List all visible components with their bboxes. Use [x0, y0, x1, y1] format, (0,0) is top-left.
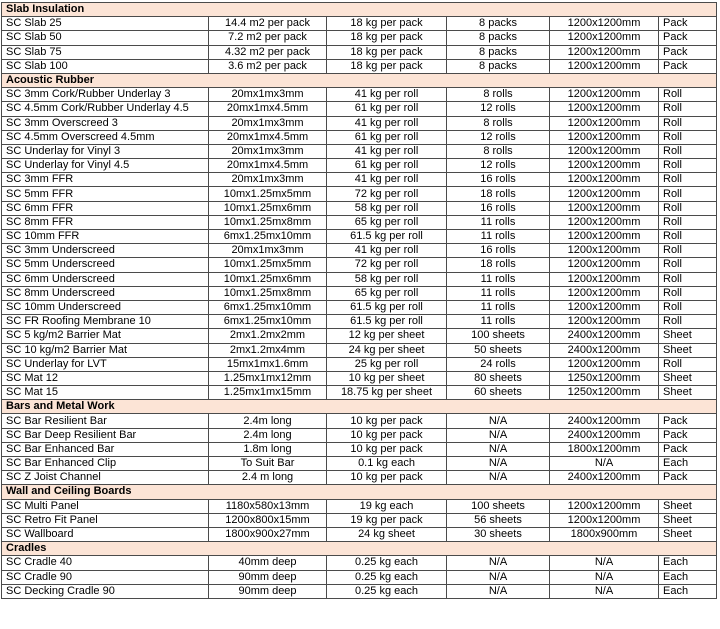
cell-weight: 12 kg per sheet [327, 329, 447, 343]
cell-size: 10mx1.25mx8mm [209, 215, 327, 229]
cell-quantity: 18 rolls [447, 187, 550, 201]
cell-unit: Roll [659, 244, 717, 258]
cell-dimensions: 1200x1200mm [550, 187, 659, 201]
cell-weight: 10 kg per sheet [327, 371, 447, 385]
cell-dimensions: 1200x1200mm [550, 315, 659, 329]
cell-size: 90mm deep [209, 584, 327, 598]
cell-product: SC FR Roofing Membrane 10 [2, 315, 209, 329]
cell-quantity: 8 packs [447, 45, 550, 59]
table-row [2, 116, 717, 130]
cell-size: 20mx1mx3mm [209, 244, 327, 258]
cell-size: 6mx1.25mx10mm [209, 300, 327, 314]
cell-size: 1800x900x27mm [209, 527, 327, 541]
cell-unit: Roll [659, 187, 717, 201]
table-row [2, 31, 717, 45]
cell-unit: Roll [659, 116, 717, 130]
cell-dimensions: 2400x1200mm [550, 428, 659, 442]
section-title: Bars and Metal Work [2, 400, 717, 414]
cell-size: 2mx1.2mx2mm [209, 329, 327, 343]
cell-size: 90mm deep [209, 570, 327, 584]
table-row [2, 187, 717, 201]
cell-size: 10mx1.25mx6mm [209, 272, 327, 286]
cell-unit: Pack [659, 414, 717, 428]
table-row [2, 130, 717, 144]
cell-dimensions: 1200x1200mm [550, 286, 659, 300]
cell-product: SC Mat 12 [2, 371, 209, 385]
cell-size: To Suit Bar [209, 457, 327, 471]
cell-dimensions: 1200x1200mm [550, 59, 659, 73]
cell-weight: 72 kg per roll [327, 258, 447, 272]
cell-weight: 61 kg per roll [327, 130, 447, 144]
cell-unit: Sheet [659, 513, 717, 527]
cell-product: SC Retro Fit Panel [2, 513, 209, 527]
table-row [2, 371, 717, 385]
cell-product: SC Bar Deep Resilient Bar [2, 428, 209, 442]
cell-size: 20mx1mx4.5mm [209, 102, 327, 116]
cell-unit: Roll [659, 272, 717, 286]
table-row [2, 286, 717, 300]
cell-unit: Roll [659, 357, 717, 371]
cell-product: SC Z Joist Channel [2, 471, 209, 485]
cell-quantity: N/A [447, 556, 550, 570]
table-row [2, 414, 717, 428]
cell-dimensions: 1200x1200mm [550, 159, 659, 173]
section-title: Cradles [2, 542, 717, 556]
cell-quantity: 8 rolls [447, 88, 550, 102]
cell-weight: 18.75 kg per sheet [327, 386, 447, 400]
cell-weight: 61 kg per roll [327, 102, 447, 116]
cell-quantity: N/A [447, 414, 550, 428]
cell-weight: 18 kg per pack [327, 59, 447, 73]
table-row [2, 357, 717, 371]
cell-product: SC Slab 25 [2, 17, 209, 31]
cell-dimensions: 1200x1200mm [550, 173, 659, 187]
cell-unit: Sheet [659, 386, 717, 400]
cell-dimensions: 2400x1200mm [550, 329, 659, 343]
cell-weight: 18 kg per pack [327, 45, 447, 59]
table-row [2, 386, 717, 400]
cell-dimensions: 1200x1200mm [550, 215, 659, 229]
cell-size: 40mm deep [209, 556, 327, 570]
cell-product: SC Cradle 40 [2, 556, 209, 570]
cell-product: SC 5mm FFR [2, 187, 209, 201]
cell-unit: Roll [659, 258, 717, 272]
cell-dimensions: 1800x1200mm [550, 442, 659, 456]
table-row [2, 159, 717, 173]
cell-dimensions: 1200x1200mm [550, 116, 659, 130]
cell-unit: Roll [659, 315, 717, 329]
cell-quantity: 8 rolls [447, 144, 550, 158]
cell-unit: Roll [659, 230, 717, 244]
cell-weight: 41 kg per roll [327, 244, 447, 258]
cell-product: SC Slab 100 [2, 59, 209, 73]
cell-weight: 19 kg each [327, 499, 447, 513]
cell-quantity: 11 rolls [447, 230, 550, 244]
table-row [2, 102, 717, 116]
cell-product: SC Underlay for LVT [2, 357, 209, 371]
cell-dimensions: 1200x1200mm [550, 31, 659, 45]
cell-unit: Pack [659, 31, 717, 45]
cell-size: 10mx1.25mx6mm [209, 201, 327, 215]
cell-dimensions: 1250x1200mm [550, 371, 659, 385]
cell-weight: 19 kg per pack [327, 513, 447, 527]
cell-weight: 10 kg per pack [327, 442, 447, 456]
cell-quantity: N/A [447, 442, 550, 456]
cell-size: 20mx1mx3mm [209, 173, 327, 187]
cell-unit: Sheet [659, 343, 717, 357]
cell-quantity: 16 rolls [447, 173, 550, 187]
cell-unit: Sheet [659, 499, 717, 513]
section-header-row [2, 485, 717, 499]
cell-product: SC 10mm Underscreed [2, 300, 209, 314]
table-row [2, 258, 717, 272]
cell-product: SC Slab 50 [2, 31, 209, 45]
cell-dimensions: 1200x1200mm [550, 499, 659, 513]
table-row [2, 570, 717, 584]
cell-unit: Roll [659, 300, 717, 314]
cell-unit: Pack [659, 45, 717, 59]
table-row [2, 215, 717, 229]
cell-quantity: 12 rolls [447, 102, 550, 116]
table-row [2, 45, 717, 59]
cell-dimensions: 1200x1200mm [550, 130, 659, 144]
cell-size: 20mx1mx3mm [209, 144, 327, 158]
cell-dimensions: 2400x1200mm [550, 414, 659, 428]
table-row [2, 428, 717, 442]
cell-unit: Sheet [659, 371, 717, 385]
cell-quantity: 100 sheets [447, 499, 550, 513]
cell-size: 6mx1.25mx10mm [209, 230, 327, 244]
cell-weight: 41 kg per roll [327, 116, 447, 130]
cell-size: 15mx1mx1.6mm [209, 357, 327, 371]
cell-weight: 10 kg per pack [327, 471, 447, 485]
table-row [2, 17, 717, 31]
cell-weight: 72 kg per roll [327, 187, 447, 201]
cell-quantity: 16 rolls [447, 244, 550, 258]
cell-size: 1.25mx1mx15mm [209, 386, 327, 400]
cell-unit: Roll [659, 215, 717, 229]
cell-unit: Roll [659, 286, 717, 300]
cell-dimensions: 1200x1200mm [550, 513, 659, 527]
cell-product: SC Bar Enhanced Clip [2, 457, 209, 471]
table-row [2, 300, 717, 314]
cell-quantity: N/A [447, 584, 550, 598]
cell-product: SC 4.5mm Cork/Rubber Underlay 4.5 [2, 102, 209, 116]
cell-weight: 0.25 kg each [327, 584, 447, 598]
cell-quantity: 11 rolls [447, 300, 550, 314]
cell-unit: Pack [659, 471, 717, 485]
table-row [2, 527, 717, 541]
cell-product: SC 3mm Underscreed [2, 244, 209, 258]
cell-weight: 10 kg per pack [327, 428, 447, 442]
cell-product: SC 5 kg/m2 Barrier Mat [2, 329, 209, 343]
cell-dimensions: 1200x1200mm [550, 244, 659, 258]
cell-quantity: 8 packs [447, 31, 550, 45]
cell-dimensions: 2400x1200mm [550, 471, 659, 485]
cell-product: SC 10 kg/m2 Barrier Mat [2, 343, 209, 357]
cell-unit: Roll [659, 130, 717, 144]
cell-product: SC 8mm FFR [2, 215, 209, 229]
cell-quantity: N/A [447, 457, 550, 471]
cell-product: SC 8mm Underscreed [2, 286, 209, 300]
cell-quantity: 11 rolls [447, 272, 550, 286]
cell-product: SC 6mm FFR [2, 201, 209, 215]
cell-product: SC 5mm Underscreed [2, 258, 209, 272]
cell-unit: Pack [659, 442, 717, 456]
section-title: Wall and Ceiling Boards [2, 485, 717, 499]
cell-weight: 65 kg per roll [327, 286, 447, 300]
cell-weight: 61.5 kg per roll [327, 315, 447, 329]
cell-unit: Each [659, 457, 717, 471]
cell-weight: 41 kg per roll [327, 173, 447, 187]
cell-unit: Roll [659, 201, 717, 215]
cell-weight: 65 kg per roll [327, 215, 447, 229]
cell-product: SC Multi Panel [2, 499, 209, 513]
cell-weight: 25 kg per roll [327, 357, 447, 371]
cell-product: SC Underlay for Vinyl 4.5 [2, 159, 209, 173]
cell-dimensions: 1200x1200mm [550, 17, 659, 31]
cell-weight: 10 kg per pack [327, 414, 447, 428]
cell-size: 10mx1.25mx8mm [209, 286, 327, 300]
section-header-row [2, 73, 717, 87]
table-row [2, 499, 717, 513]
cell-product: SC 6mm Underscreed [2, 272, 209, 286]
cell-dimensions: N/A [550, 584, 659, 598]
cell-dimensions: 1200x1200mm [550, 230, 659, 244]
section-title: Slab Insulation [2, 3, 717, 17]
cell-quantity: 30 sheets [447, 527, 550, 541]
cell-dimensions: N/A [550, 570, 659, 584]
cell-quantity: 100 sheets [447, 329, 550, 343]
table-body [2, 3, 717, 599]
cell-size: 2.4m long [209, 414, 327, 428]
section-header-row [2, 3, 717, 17]
table-row [2, 88, 717, 102]
cell-weight: 58 kg per roll [327, 272, 447, 286]
table-row [2, 59, 717, 73]
cell-dimensions: 1200x1200mm [550, 102, 659, 116]
table-row [2, 272, 717, 286]
cell-unit: Each [659, 584, 717, 598]
cell-quantity: 18 rolls [447, 258, 550, 272]
cell-quantity: 8 packs [447, 59, 550, 73]
table-row [2, 315, 717, 329]
cell-weight: 41 kg per roll [327, 88, 447, 102]
cell-unit: Pack [659, 59, 717, 73]
cell-dimensions: N/A [550, 457, 659, 471]
cell-product: SC Bar Resilient Bar [2, 414, 209, 428]
section-header-row [2, 400, 717, 414]
table-row [2, 556, 717, 570]
cell-product: SC Decking Cradle 90 [2, 584, 209, 598]
cell-size: 2.4 m long [209, 471, 327, 485]
cell-dimensions: 1200x1200mm [550, 258, 659, 272]
cell-size: 20mx1mx3mm [209, 88, 327, 102]
section-header-row [2, 542, 717, 556]
cell-unit: Each [659, 556, 717, 570]
cell-unit: Roll [659, 88, 717, 102]
cell-dimensions: 1200x1200mm [550, 272, 659, 286]
cell-unit: Roll [659, 159, 717, 173]
cell-unit: Sheet [659, 527, 717, 541]
cell-weight: 58 kg per roll [327, 201, 447, 215]
cell-size: 3.6 m2 per pack [209, 59, 327, 73]
section-title: Acoustic Rubber [2, 73, 717, 87]
cell-weight: 0.25 kg each [327, 570, 447, 584]
cell-unit: Roll [659, 173, 717, 187]
cell-size: 10mx1.25mx5mm [209, 258, 327, 272]
cell-product: SC Bar Enhanced Bar [2, 442, 209, 456]
cell-quantity: 11 rolls [447, 286, 550, 300]
cell-size: 6mx1.25mx10mm [209, 315, 327, 329]
cell-product: SC 4.5mm Overscreed 4.5mm [2, 130, 209, 144]
cell-weight: 24 kg sheet [327, 527, 447, 541]
table-row [2, 244, 717, 258]
cell-dimensions: 1800x900mm [550, 527, 659, 541]
cell-weight: 24 kg per sheet [327, 343, 447, 357]
cell-unit: Pack [659, 428, 717, 442]
cell-weight: 0.25 kg each [327, 556, 447, 570]
cell-dimensions: 1200x1200mm [550, 201, 659, 215]
cell-quantity: 11 rolls [447, 315, 550, 329]
table-row [2, 329, 717, 343]
cell-size: 20mx1mx4.5mm [209, 159, 327, 173]
cell-size: 14.4 m2 per pack [209, 17, 327, 31]
cell-weight: 18 kg per pack [327, 31, 447, 45]
cell-quantity: N/A [447, 428, 550, 442]
cell-size: 2.4m long [209, 428, 327, 442]
cell-weight: 18 kg per pack [327, 17, 447, 31]
cell-weight: 41 kg per roll [327, 144, 447, 158]
cell-product: SC 3mm Cork/Rubber Underlay 3 [2, 88, 209, 102]
cell-product: SC Wallboard [2, 527, 209, 541]
cell-unit: Roll [659, 144, 717, 158]
cell-dimensions: 1200x1200mm [550, 300, 659, 314]
cell-size: 1.8m long [209, 442, 327, 456]
cell-unit: Each [659, 570, 717, 584]
table-row [2, 173, 717, 187]
cell-quantity: 12 rolls [447, 159, 550, 173]
cell-size: 1.25mx1mx12mm [209, 371, 327, 385]
cell-quantity: 8 packs [447, 17, 550, 31]
cell-quantity: 60 sheets [447, 386, 550, 400]
cell-weight: 61.5 kg per roll [327, 300, 447, 314]
cell-quantity: 8 rolls [447, 116, 550, 130]
cell-dimensions: 1250x1200mm [550, 386, 659, 400]
cell-product: SC Slab 75 [2, 45, 209, 59]
cell-product: SC Underlay for Vinyl 3 [2, 144, 209, 158]
cell-product: SC 3mm Overscreed 3 [2, 116, 209, 130]
cell-size: 20mx1mx4.5mm [209, 130, 327, 144]
table-row [2, 584, 717, 598]
table-row [2, 442, 717, 456]
cell-quantity: 11 rolls [447, 215, 550, 229]
cell-size: 2mx1.2mx4mm [209, 343, 327, 357]
table-row [2, 230, 717, 244]
table-row [2, 343, 717, 357]
cell-product: SC 10mm FFR [2, 230, 209, 244]
cell-size: 7.2 m2 per pack [209, 31, 327, 45]
cell-size: 1200x800x15mm [209, 513, 327, 527]
table-row [2, 513, 717, 527]
cell-quantity: 80 sheets [447, 371, 550, 385]
cell-unit: Pack [659, 17, 717, 31]
cell-weight: 0.1 kg each [327, 457, 447, 471]
cell-unit: Sheet [659, 329, 717, 343]
cell-quantity: 16 rolls [447, 201, 550, 215]
cell-product: SC Cradle 90 [2, 570, 209, 584]
cell-size: 10mx1.25mx5mm [209, 187, 327, 201]
cell-quantity: N/A [447, 570, 550, 584]
cell-size: 20mx1mx3mm [209, 116, 327, 130]
cell-dimensions: 1200x1200mm [550, 45, 659, 59]
cell-quantity: 50 sheets [447, 343, 550, 357]
cell-weight: 61 kg per roll [327, 159, 447, 173]
table-row [2, 471, 717, 485]
product-spec-table [1, 2, 717, 599]
cell-dimensions: 1200x1200mm [550, 357, 659, 371]
cell-unit: Roll [659, 102, 717, 116]
cell-product: SC Mat 15 [2, 386, 209, 400]
cell-size: 1180x580x13mm [209, 499, 327, 513]
cell-dimensions: 1200x1200mm [550, 144, 659, 158]
cell-quantity: N/A [447, 471, 550, 485]
cell-size: 4.32 m2 per pack [209, 45, 327, 59]
cell-quantity: 56 sheets [447, 513, 550, 527]
cell-quantity: 12 rolls [447, 130, 550, 144]
cell-product: SC 3mm FFR [2, 173, 209, 187]
table-row [2, 201, 717, 215]
table-row [2, 457, 717, 471]
cell-dimensions: 2400x1200mm [550, 343, 659, 357]
table-row [2, 144, 717, 158]
cell-dimensions: 1200x1200mm [550, 88, 659, 102]
cell-quantity: 24 rolls [447, 357, 550, 371]
cell-weight: 61.5 kg per roll [327, 230, 447, 244]
cell-dimensions: N/A [550, 556, 659, 570]
